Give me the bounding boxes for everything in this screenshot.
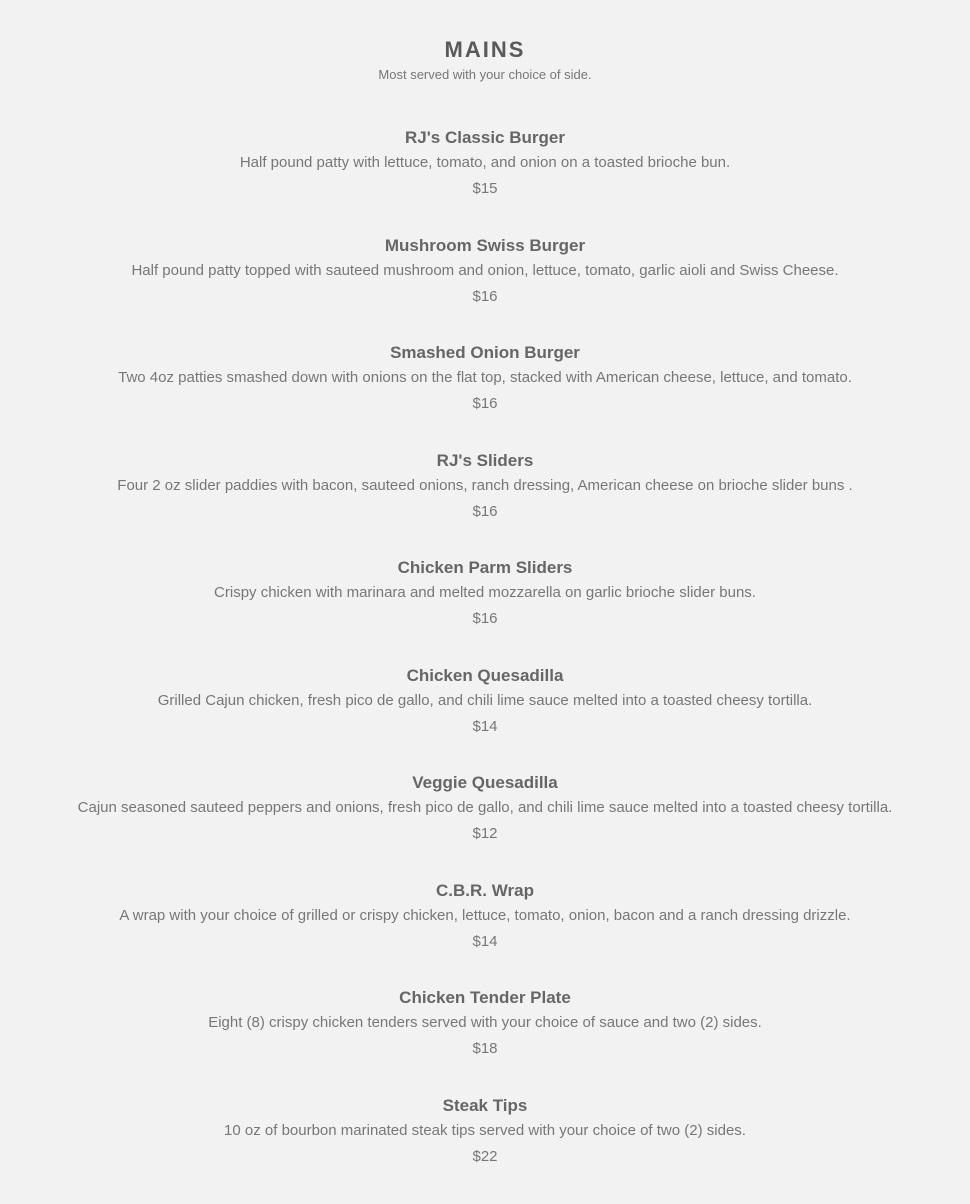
- item-description: Grilled Cajun chicken, fresh pico de gallo, and chili lime sauce melted into a toasted cheesy tortilla.: [157, 691, 813, 709]
- item-price: $14: [472, 717, 498, 735]
- item-price: $16: [472, 610, 498, 627]
- item-name: RJ's Sliders: [436, 450, 534, 470]
- item-price: $14: [472, 932, 498, 950]
- item-name: Smashed Onion Burger: [390, 343, 580, 362]
- item-name: Veggie Quesadilla: [412, 773, 558, 792]
- item-price: $12: [472, 825, 498, 842]
- item-description: Half pound patty with lettuce, tomato, and onion on a toasted brioche bun.: [239, 154, 731, 171]
- item-description: Eight (8) crispy chicken tenders served with your choice of sauce and two (2) sides.: [208, 1014, 762, 1031]
- menu-item-smashed-onion-burger: [0, 341, 970, 449]
- item-description: 10 oz of bourbon marinated steak tips served with your choice of two (2) sides.: [224, 1121, 746, 1139]
- menu-item-steak-tips: [0, 1094, 970, 1202]
- item-price: $16: [472, 502, 498, 520]
- menu-item-chicken-parm-sliders: [0, 556, 970, 664]
- item-description: Four 2 oz slider paddies with bacon, sauteed onions, ranch dressing, American cheese on brioche slider buns .: [117, 476, 853, 494]
- item-description: Half pound patty topped with sauteed mushroom and onion, lettuce, tomato, garlic aioli and Swiss Cheese.: [131, 261, 839, 279]
- section-title: MAINS: [444, 37, 526, 62]
- item-price: $22: [472, 1147, 498, 1165]
- menu-item-chicken-quesadilla: [0, 664, 970, 772]
- item-name: Steak Tips: [442, 1095, 528, 1115]
- menu-item-veggie-quesadilla: [0, 771, 970, 879]
- section-subtitle: Most served with your choice of side.: [378, 67, 592, 82]
- item-description: Cajun seasoned sauteed peppers and onions, fresh pico de gallo, and chili lime sauce melted into a toasted cheesy tortilla.: [77, 799, 893, 816]
- item-name: Chicken Quesadilla: [406, 665, 564, 685]
- menu-item-mushroom-swiss-burger: [0, 234, 970, 342]
- item-name: Chicken Tender Plate: [399, 988, 571, 1007]
- menu-item-chicken-tender-plate: [0, 986, 970, 1094]
- item-name: RJ's Classic Burger: [405, 128, 565, 147]
- menu-item-rjs-classic-burger: [0, 126, 970, 234]
- item-name: C.B.R. Wrap: [436, 880, 534, 900]
- item-price: $16: [472, 395, 498, 412]
- item-price: $18: [472, 1040, 498, 1057]
- item-name: Mushroom Swiss Burger: [384, 235, 586, 255]
- menu-item-rjs-sliders: [0, 449, 970, 557]
- item-description: A wrap with your choice of grilled or crispy chicken, lettuce, tomato, onion, bacon and a ranch dressing drizzle.: [119, 906, 851, 924]
- item-description: Crispy chicken with marinara and melted mozzarella on garlic brioche slider buns.: [214, 584, 756, 601]
- item-price: $15: [472, 180, 498, 197]
- item-price: $16: [472, 287, 498, 305]
- menu-item-cbr-wrap: [0, 879, 970, 987]
- item-name: Chicken Parm Sliders: [397, 558, 573, 577]
- menu-list: [0, 126, 970, 1201]
- item-description: Two 4oz patties smashed down with onions on the flat top, stacked with American cheese, lettuce, and tomato.: [118, 369, 852, 386]
